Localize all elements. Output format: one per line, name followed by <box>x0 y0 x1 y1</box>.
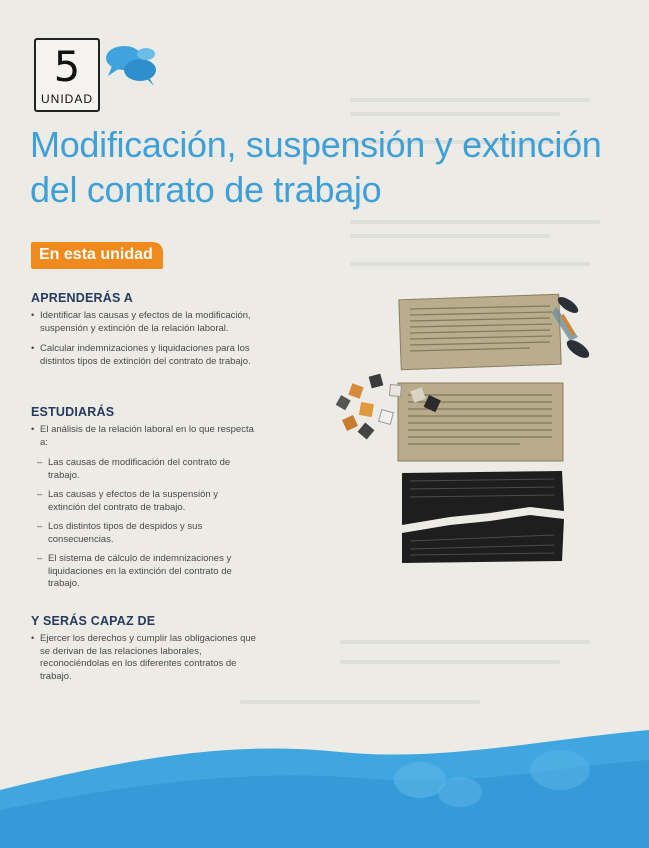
section-badge: En esta unidad <box>31 242 163 269</box>
seras-capaz-list <box>31 633 256 691</box>
seras-capaz-heading: Y SERÁS CAPAZ DE <box>31 614 156 628</box>
sub-list-item: – El sistema de cálculo de indemnizaciones y liquidaciones en la extinción del contrato de trabajo. <box>31 553 256 591</box>
list-item: • El análisis de la relación laboral en lo que respecta a: <box>31 424 256 449</box>
list-item: • Identificar las causas y efectos de la modificación, suspensión y extinción de la relación laboral. <box>31 310 256 335</box>
speech-bubbles-icon <box>102 42 162 90</box>
decorative-wave <box>0 700 649 848</box>
list-item: • Calcular indemnizaciones y liquidaciones para los distintos tipos de extinción del contrato de trabajo. <box>31 343 256 368</box>
unit-number-box <box>34 38 100 112</box>
estudiaras-heading: ESTUDIARÁS <box>31 405 115 419</box>
page-title: Modificación, suspensión y extinción del contrato de trabajo <box>30 124 602 210</box>
unit-number: 5 <box>53 42 81 91</box>
sub-list-item: – Los distintos tipos de despidos y sus consecuencias. <box>31 521 256 546</box>
list-item: • Ejercer los derechos y cumplir las obligaciones que se derivan de las relaciones laborales, reconociéndolas en los diferentes contratos de trabajo. <box>31 633 256 683</box>
aprenderas-heading: APRENDERÁS A <box>31 291 133 305</box>
torn-document <box>402 471 564 563</box>
contract-illustration <box>330 285 620 565</box>
sub-list-item: – Las causas de modificación del contrato de trabajo. <box>31 457 256 482</box>
contract-document-top <box>399 294 561 370</box>
sub-list-item: – Las causas y efectos de la suspensión y extinción del contrato de trabajo. <box>31 489 256 514</box>
estudiaras-list <box>31 424 256 598</box>
aprenderas-list <box>31 310 256 376</box>
unit-label: UNIDAD <box>40 92 93 106</box>
